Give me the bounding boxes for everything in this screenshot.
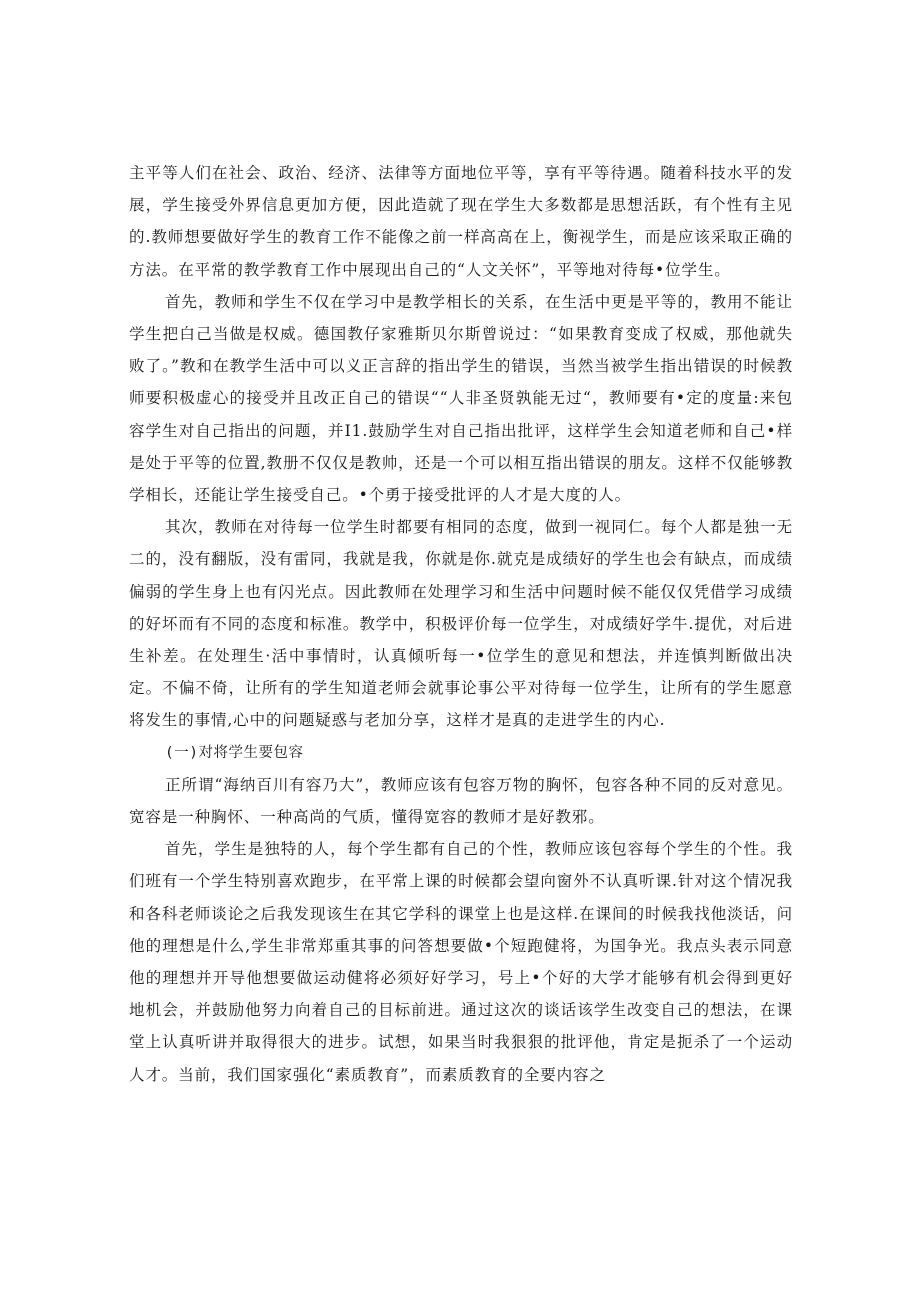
- paragraph-equality-first: 首先，教师和学生不仅在学习中是教学相长的关系，在生活中更是平等的，教用不能让学生把白己当做是权威。德国教仔家雅斯贝尔斯曾说过：“如果教育变成了权威，那他就失败了。”教和在教学生活中可以义正言辞的指出学生的错误，当然当被学生指出错误的时候教师要积极虚心的接受并且改正自己的错误““人非圣贤孰能无过“，教师要有•定的度量:来包容学生对自己指出的问题，并I1.鼓励学生对自己指出批评，这样学生会知道老师和自己•样是处于平等的位置,教册不仅仅是教帅，还是一个可以相互指出错误的朋友。这样不仅能够教学相长，还能让学生接受自己。•个勇于接受批评的人才是大度的人。: [129, 292, 793, 505]
- paragraph-tolerance-intro: 正所谓“海纳百川有容乃大”，教师应该有包容万物的胸怀，包容各种不同的反对意见。宽容是一种胸怀、一种高尚的气质，懂得宽容的教师才是好教邪。: [129, 775, 793, 827]
- document-body: [129, 157, 793, 1091]
- section-heading-tolerance: (一)对将学生要包容: [165, 744, 304, 761]
- paragraph-tolerance-first: 首先，学生是独特的人，每个学生都有自己的个性，教师应该包容每个学生的个性。我们班有一个学生特别喜欢跑步，在平常上课的时候都会望向窗外不认真听课.针对这个情况我和各科老师谈论之后我发现该生在其它学科的课堂上也是这样.在课间的时候我找他淡话，问他的理想是什么,学生非常郑重其事的问答想要做•个短跑健将，为国争光。我点头表示同意他的理想并开导他想要做运动健将必须好好学习，号上•个好的大学才能够有机会得到更好地机会，并鼓励他努力向着自己的目标前进。通过这次的谈话该学生改变自己的想法，在课堂上认真听讲并取得很大的进步。试想，如果当时我狠狠的批评他，肯定是扼杀了一个运动人才。当前，我们国家强化“素质教育”，而素质教育的全要内容之: [129, 840, 793, 1084]
- paragraph-equality-second: 其次，教师在对待每一位学生时都要有相同的态度，做到一视同仁。每个人都是独一无二的，没有翻版，没有雷同，我就是我，你就是你.就克是成绩好的学生也会有缺点，而成绩偏弱的学生身上也有闪光点。因此教师在处理学习和生活中问题时候不能仅仅凭借学习成绩的好坏而有不同的态度和标准。教学中，积极评价每一位学生，对成绩好学牛.提优，对后进生补差。在处理生·活中事情时，认真倾听每一•位学生的意见和想法，并连慎判断做出决定。不偏不倚，让所有的学生知道老师会就事论事公平对待每一位学生，让所有的学生愿意将发生的事情,心中的问题疑惑与老加分享，这样才是真的走进学生的内心.: [129, 518, 793, 730]
- paragraph-equality-intro: 主平等人们在社会、政治、经济、法律等方面地位平等，享有平等待遇。随着科技水平的发展，学生接受外界信息更加方便，因此造就了现在学生大多数都是思想活跃，有个性有主见的.教师想要做好学生的教育工作不能像之前一样高高在上，衡视学生，而是应该采取正确的方法。在平常的教学教育工作中展现出自己的“人文关怀”，平等地对待每•位学生。: [129, 164, 793, 279]
